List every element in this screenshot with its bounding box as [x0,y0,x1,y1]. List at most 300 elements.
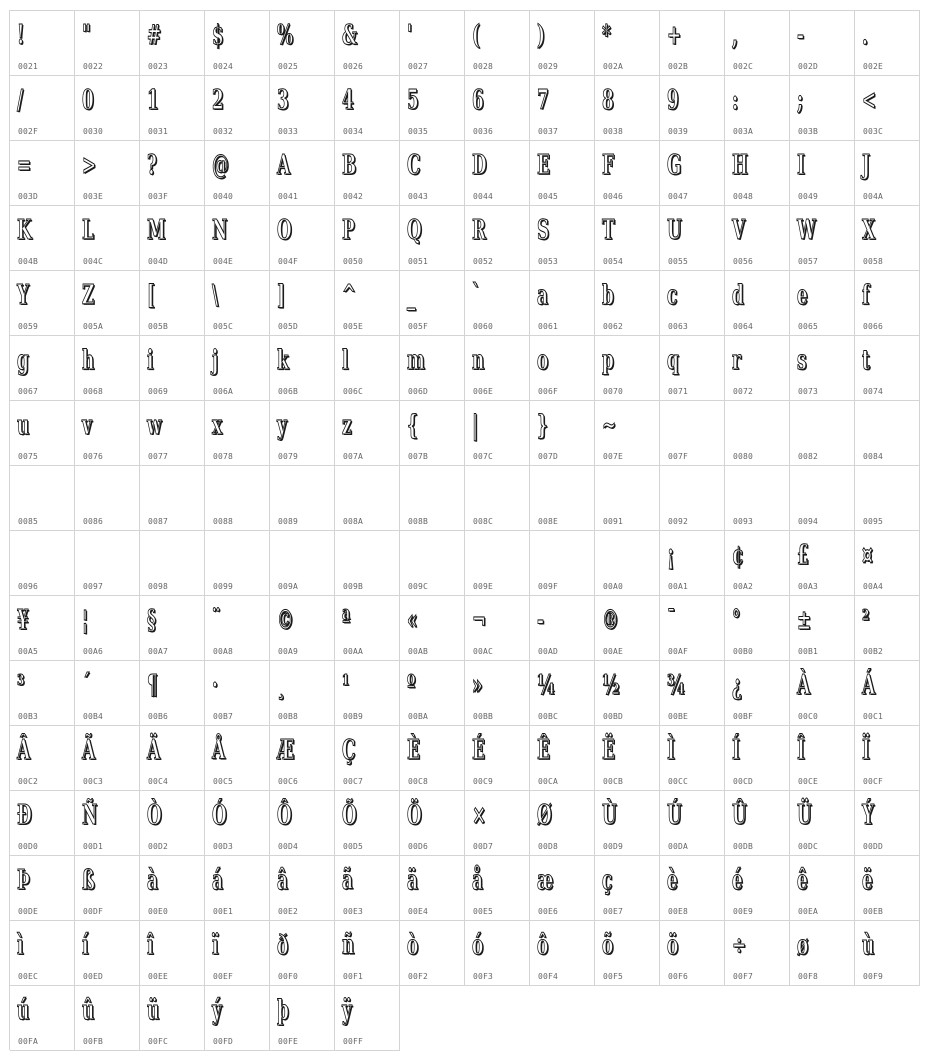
glyph-cell [595,336,660,401]
glyph-character: ª [342,605,351,636]
glyph-cell [140,856,205,921]
glyph-character: ] [277,280,285,311]
glyph-character: 4 [342,85,354,116]
glyph-codepoint: 0053 [538,257,559,266]
glyph-cell [725,336,790,401]
glyph-cell [335,791,400,856]
glyph-character: ¬ [472,605,487,636]
glyph-codepoint: 00B0 [733,647,754,656]
glyph-codepoint: 005F [408,322,429,331]
glyph-cell [75,466,140,531]
glyph-cell [595,141,660,206]
glyph-codepoint: 00B9 [343,712,364,721]
glyph-cell [725,206,790,271]
glyph-cell [75,76,140,141]
glyph-cell [205,76,270,141]
glyph-character: - [537,605,544,636]
glyph-character: ö [667,930,679,961]
glyph-cell [465,856,530,921]
glyph-cell [335,531,400,596]
glyph-cell [530,466,595,531]
glyph-character: 5 [407,85,419,116]
glyph-character: ? [147,150,157,181]
glyph-codepoint: 0060 [473,322,494,331]
glyph-character: b [602,280,614,311]
glyph-codepoint: 0069 [148,387,169,396]
glyph-character: × [472,800,487,831]
glyph-codepoint: 00AE [603,647,624,656]
glyph-character: ú [17,995,30,1026]
glyph-character: Z [82,280,95,311]
glyph-codepoint: 00C5 [213,777,234,786]
glyph-codepoint: 00B3 [18,712,39,721]
glyph-cell [75,271,140,336]
glyph-cell [335,596,400,661]
glyph-codepoint: 00FB [83,1037,104,1046]
glyph-cell [465,661,530,726]
glyph-codepoint: 006B [278,387,299,396]
glyph-codepoint: 00E8 [668,907,689,916]
glyph-cell [530,336,595,401]
glyph-character: ô [537,930,549,961]
glyph-cell [75,791,140,856]
glyph-codepoint: 00E1 [213,907,234,916]
glyph-cell [75,11,140,76]
glyph-codepoint: 0044 [473,192,494,201]
glyph-codepoint: 002C [733,62,754,71]
glyph-cell [790,141,855,206]
glyph-cell [595,531,660,596]
glyph-codepoint: 004A [863,192,884,201]
glyph-codepoint: 00F8 [798,972,819,981]
glyph-codepoint: 00F0 [278,972,299,981]
glyph-cell [10,856,75,921]
glyph-cell [855,401,920,466]
glyph-cell [725,466,790,531]
glyph-character: # [147,20,162,51]
glyph-cell [465,466,530,531]
glyph-character: Ê [537,735,550,766]
glyph-cell [595,596,660,661]
glyph-cell [595,791,660,856]
glyph-cell [270,76,335,141]
glyph-cell [465,921,530,986]
glyph-character: \ [212,280,219,311]
glyph-codepoint: 00EC [18,972,39,981]
glyph-codepoint: 0034 [343,127,364,136]
glyph-character: c [667,280,678,311]
glyph-character: ä [407,865,418,896]
glyph-cell [270,661,335,726]
glyph-character: r [732,345,741,376]
glyph-cell [725,791,790,856]
glyph-character: $ [212,20,224,51]
glyph-character: ¹ [342,670,350,701]
glyph-codepoint: 003D [18,192,39,201]
glyph-codepoint: 0076 [83,452,104,461]
glyph-cell [140,141,205,206]
glyph-codepoint: 00F6 [668,972,689,981]
glyph-codepoint: 006D [408,387,429,396]
glyph-codepoint: 002E [863,62,884,71]
glyph-cell [465,596,530,661]
glyph-character: æ [537,865,554,896]
glyph-cell [140,76,205,141]
glyph-codepoint: 00D1 [83,842,104,851]
glyph-character: Ì [667,735,675,766]
glyph-codepoint: 0030 [83,127,104,136]
glyph-character: Ü [797,800,812,831]
glyph-codepoint: 00C2 [18,777,39,786]
glyph-codepoint: 0068 [83,387,104,396]
glyph-cell [400,206,465,271]
glyph-cell [660,531,725,596]
glyph-character: a [537,280,548,311]
glyph-character: Û [732,800,747,831]
glyph-codepoint: 00D2 [148,842,169,851]
glyph-codepoint: 00FD [213,1037,234,1046]
glyph-cell [660,76,725,141]
glyph-cell [205,596,270,661]
glyph-cell [855,531,920,596]
glyph-codepoint: 00CA [538,777,559,786]
glyph-cell [725,921,790,986]
glyph-cell [140,596,205,661]
glyph-codepoint: 0047 [668,192,689,201]
glyph-character: 9 [667,85,679,116]
glyph-character: ñ [342,930,355,961]
glyph-codepoint: 00AC [473,647,494,656]
glyph-character: p [602,345,614,376]
glyph-codepoint: 0057 [798,257,819,266]
glyph-cell [205,466,270,531]
glyph-cell [75,986,140,1051]
glyph-codepoint: 008A [343,517,364,526]
glyph-codepoint: 0070 [603,387,624,396]
glyph-character: x [212,410,222,441]
glyph-cell [595,11,660,76]
glyph-character: J [862,150,870,181]
glyph-character: ì [17,930,24,961]
glyph-character: 6 [472,85,484,116]
glyph-cell [725,11,790,76]
glyph-cell [660,141,725,206]
glyph-character: ¥ [17,605,29,636]
glyph-cell [790,336,855,401]
glyph-codepoint: 005B [148,322,169,331]
glyph-character: ¯ [667,605,676,636]
glyph-codepoint: 006C [343,387,364,396]
glyph-character: Ù [602,800,617,831]
glyph-cell [790,726,855,791]
glyph-character: 7 [537,85,549,116]
glyph-codepoint: 00D6 [408,842,429,851]
glyph-cell [140,986,205,1051]
glyph-cell [530,206,595,271]
glyph-character: Ï [862,735,870,766]
glyph-codepoint: 0097 [83,582,104,591]
glyph-codepoint: 006E [473,387,494,396]
glyph-cell [75,401,140,466]
glyph-codepoint: 00B7 [213,712,234,721]
glyph-character: Ò [147,800,162,831]
glyph-cell [530,76,595,141]
glyph-character: Ã [82,735,95,766]
glyph-cell [725,76,790,141]
glyph-codepoint: 008E [538,517,559,526]
glyph-cell [140,661,205,726]
glyph-codepoint: 0064 [733,322,754,331]
glyph-character: v [82,410,92,441]
glyph-codepoint: 00C9 [473,777,494,786]
glyph-character: % [277,20,293,51]
glyph-cell [205,661,270,726]
glyph-character: ¶ [147,670,158,701]
glyph-cell [855,791,920,856]
glyph-cell [270,271,335,336]
glyph-cell [10,661,75,726]
glyph-cell [530,141,595,206]
glyph-character: L [82,215,94,246]
glyph-codepoint: 00D0 [18,842,39,851]
glyph-cell [660,791,725,856]
glyph-codepoint: 0029 [538,62,559,71]
glyph-character: " [82,20,91,51]
glyph-cell [270,726,335,791]
glyph-codepoint: 00F4 [538,972,559,981]
glyph-character: ' [407,20,413,51]
glyph-character: 0 [82,85,94,116]
glyph-cell [465,141,530,206]
glyph-codepoint: 007A [343,452,364,461]
glyph-codepoint: 00EA [798,907,819,916]
glyph-cell [400,791,465,856]
glyph-cell [530,11,595,76]
glyph-codepoint: 004E [213,257,234,266]
glyph-character: R [472,215,486,246]
glyph-cell [205,11,270,76]
glyph-cell [10,206,75,271]
glyph-cell [140,336,205,401]
glyph-cell [660,206,725,271]
glyph-character: ø [797,930,809,961]
glyph-character: à [147,865,158,896]
glyph-codepoint: 00CE [798,777,819,786]
glyph-cell [595,206,660,271]
glyph-character: ~ [602,410,617,441]
glyph-character: ¼ [537,670,555,701]
glyph-codepoint: 00B6 [148,712,169,721]
glyph-codepoint: 004F [278,257,299,266]
glyph-character: B [342,150,357,181]
glyph-character: m [407,345,425,376]
glyph-codepoint: 002F [18,127,39,136]
glyph-codepoint: 0086 [83,517,104,526]
glyph-cell [465,206,530,271]
glyph-codepoint: 00C1 [863,712,884,721]
glyph-codepoint: 007D [538,452,559,461]
glyph-codepoint: 00A9 [278,647,299,656]
glyph-cell [660,271,725,336]
glyph-character: / [17,85,24,116]
glyph-character: w [147,410,162,441]
glyph-cell [790,401,855,466]
glyph-character: . [862,20,868,51]
glyph-character: ð [277,930,289,961]
glyph-character: « [407,605,418,636]
glyph-codepoint: 0031 [148,127,169,136]
glyph-cell [10,596,75,661]
glyph-cell [10,921,75,986]
glyph-character: Õ [342,800,357,831]
glyph-character: ç [602,865,613,896]
glyph-codepoint: 0051 [408,257,429,266]
glyph-codepoint: 00D3 [213,842,234,851]
glyph-codepoint: 00F1 [343,972,364,981]
glyph-codepoint: 0092 [668,517,689,526]
glyph-cell [530,856,595,921]
glyph-character: = [17,150,32,181]
glyph-character: ¾ [667,670,685,701]
glyph-cell [855,856,920,921]
glyph-cell [855,921,920,986]
glyph-codepoint: 009E [473,582,494,591]
glyph-cell [790,466,855,531]
glyph-cell [660,661,725,726]
glyph-cell [205,726,270,791]
glyph-cell [270,986,335,1051]
glyph-character: _ [407,280,416,311]
glyph-codepoint: 0078 [213,452,234,461]
glyph-codepoint: 00C8 [408,777,429,786]
glyph-character: Ñ [82,800,98,831]
glyph-cell [855,661,920,726]
glyph-codepoint: 0032 [213,127,234,136]
glyph-codepoint: 0054 [603,257,624,266]
glyph-codepoint: 0063 [668,322,689,331]
glyph-codepoint: 0049 [798,192,819,201]
glyph-cell [205,986,270,1051]
glyph-codepoint: 00EB [863,907,884,916]
glyph-codepoint: 00BE [668,712,689,721]
glyph-cell [725,726,790,791]
glyph-cell [140,11,205,76]
glyph-codepoint: 00DC [798,842,819,851]
glyph-cell [10,271,75,336]
glyph-cell [725,661,790,726]
glyph-codepoint: 00B4 [83,712,104,721]
glyph-codepoint: 00FF [343,1037,364,1046]
glyph-cell [400,271,465,336]
glyph-codepoint: 0026 [343,62,364,71]
glyph-character: Á [862,670,875,701]
glyph-codepoint: 0055 [668,257,689,266]
glyph-cell [790,921,855,986]
glyph-cell [400,921,465,986]
glyph-character: í [82,930,89,961]
glyph-codepoint: 005A [83,322,104,331]
glyph-cell [400,11,465,76]
glyph-cell [660,336,725,401]
glyph-character: § [147,605,156,636]
glyph-codepoint: 0065 [798,322,819,331]
glyph-cell [140,791,205,856]
glyph-codepoint: 00B2 [863,647,884,656]
glyph-character: ; [797,85,804,116]
glyph-cell [790,531,855,596]
glyph-codepoint: 0094 [798,517,819,526]
glyph-codepoint: 0074 [863,387,884,396]
glyph-cell [790,791,855,856]
glyph-cell [335,11,400,76]
glyph-codepoint: 00AB [408,647,429,656]
glyph-character: k [277,345,289,376]
glyph-codepoint: 0085 [18,517,39,526]
glyph-codepoint: 00F9 [863,972,884,981]
glyph-cell [400,336,465,401]
glyph-codepoint: 002A [603,62,624,71]
glyph-cell [270,11,335,76]
glyph-codepoint: 0058 [863,257,884,266]
glyph-character: h [82,345,95,376]
glyph-character: ù [862,930,875,961]
glyph-cell [595,726,660,791]
glyph-cell [140,401,205,466]
glyph-character: ê [797,865,808,896]
glyph-codepoint: 0022 [83,62,104,71]
glyph-cell [205,206,270,271]
glyph-character: t [862,345,870,376]
glyph-codepoint: 00E3 [343,907,364,916]
glyph-character: â [277,865,288,896]
glyph-codepoint: 009A [278,582,299,591]
glyph-character: ò [407,930,419,961]
glyph-character: å [472,865,483,896]
glyph-codepoint: 003C [863,127,884,136]
glyph-cell [75,921,140,986]
glyph-character: E [537,150,550,181]
glyph-codepoint: 00CF [863,777,884,786]
glyph-codepoint: 003F [148,192,169,201]
glyph-codepoint: 00C0 [798,712,819,721]
glyph-cell [400,856,465,921]
glyph-character: Ú [667,800,682,831]
glyph-character: P [342,215,355,246]
glyph-codepoint: 00C6 [278,777,299,786]
glyph-cell [725,141,790,206]
glyph-codepoint: 00E0 [148,907,169,916]
glyph-character: · [212,670,218,701]
glyph-codepoint: 00F7 [733,972,754,981]
glyph-cell [335,661,400,726]
glyph-character: á [212,865,223,896]
glyph-cell [335,726,400,791]
glyph-codepoint: 003B [798,127,819,136]
glyph-character: z [342,410,352,441]
glyph-codepoint: 007C [473,452,494,461]
glyph-character: u [17,410,30,441]
glyph-cell [530,661,595,726]
glyph-codepoint: 00B1 [798,647,819,656]
glyph-character: ® [602,605,619,636]
glyph-cell [335,336,400,401]
glyph-codepoint: 0043 [408,192,429,201]
glyph-character: F [602,150,614,181]
glyph-codepoint: 0023 [148,62,169,71]
glyph-codepoint: 0087 [148,517,169,526]
glyph-character: é [732,865,743,896]
glyph-character: < [862,85,877,116]
